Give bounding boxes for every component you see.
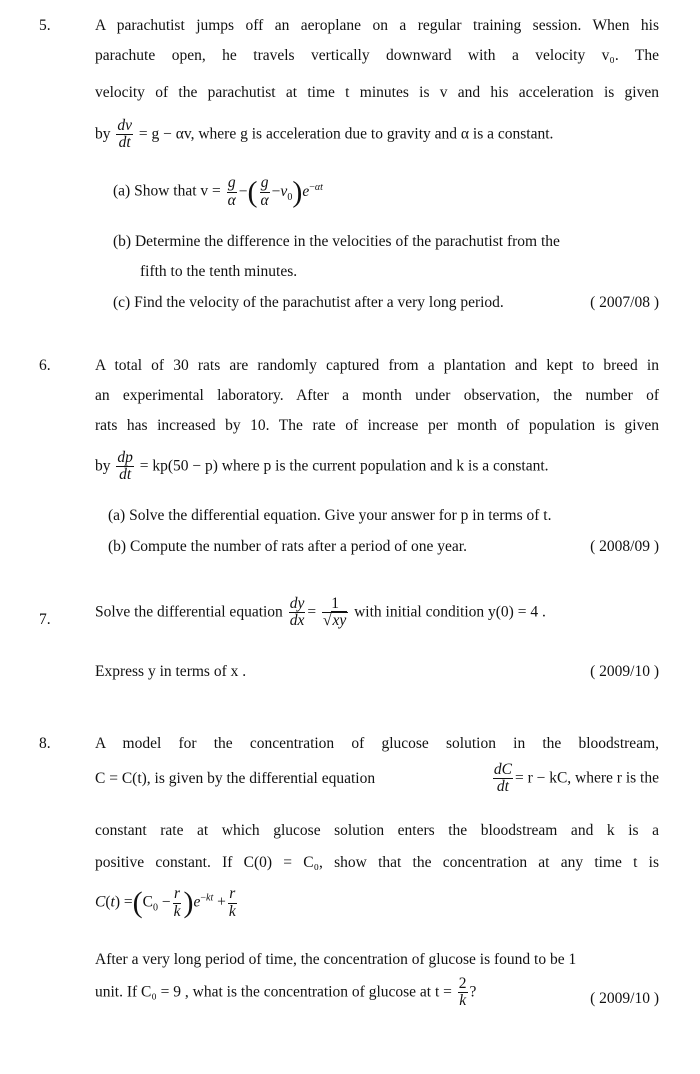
- question-text-line: velocity of the parachutist at time t minutes is v and his acceleration is given: [95, 84, 659, 101]
- fraction-dv-dt: $\frac{dv}{dt}$: [117, 117, 133, 152]
- part-c: (c) Find the velocity of the parachutist after a very long period.: [113, 294, 504, 311]
- question-text-line: parachute open, he travels vertically downward with a velocity v₀. The: [95, 47, 659, 64]
- question-number: 8.: [39, 735, 51, 752]
- velocity-formula: $\frac{g}{\alpha}$ −( $\frac{g}{\alpha}$ $-v_0)e^{-\alpha t}$: [227, 174, 323, 209]
- question-text-line: A model for the concentration of glucose solution in the bloodstream,: [95, 735, 659, 752]
- fraction-2-over-k: $\frac{2}{k}$: [458, 975, 467, 1010]
- question-number: 6.: [39, 357, 51, 374]
- part-a: (a) Solve the differential equation. Give your answer for p in terms of t.: [108, 507, 552, 524]
- year-label: ( 2009/10 ): [590, 990, 659, 1007]
- question-text-line: A total of 30 rats are randomly captured from a plantation and kept to breed in: [95, 357, 659, 374]
- fraction-dp-dt: $\frac{dp}{dt}$: [117, 449, 133, 484]
- concentration-formula: $C(t) =(C_0$ − $\frac{r}{k}$ )$e^{-kt}$ + $\frac{r}{k}$: [95, 885, 236, 920]
- fraction-one-over-sqrt-xy: $\frac{1}{√xy}$: [322, 595, 347, 630]
- question-text-line: unit. If C₀ = 9 , what is the concentration of glucose at t = $\frac{2}{k}$ ?: [95, 975, 477, 1010]
- question-text-line: After a very long period of time, the concentration of glucose is found to be 1: [95, 951, 577, 968]
- question-text-line: Solve the differential equation $\frac{dy}{dx}$ = $\frac{1}{√xy}$ with initial condition y(0) = 4 .: [95, 595, 546, 630]
- fraction-dy-dx: $\frac{dy}{dx}$: [289, 595, 305, 630]
- year-label: ( 2007/08 ): [590, 294, 659, 311]
- part-a: (a) Show that v = $\frac{g}{\alpha}$ −( $\frac{g}{\alpha}$ $-v_0)e^{-\alpha t}$: [113, 174, 323, 209]
- question-text-line: constant rate at which glucose solution enters the bloodstream and k is a: [95, 822, 659, 839]
- part-b-cont: fifth to the tenth minutes.: [140, 263, 298, 280]
- question-text-line: positive constant. If C(0) = C₀, show that the concentration at any time t is: [95, 854, 659, 871]
- question-text-line: by $\frac{dv}{dt}$ = g − αv, where g is acceleration due to gravity and α is a constant.: [95, 117, 554, 152]
- year-label: ( 2008/09 ): [590, 538, 659, 555]
- question-text-line: Express y in terms of x .: [95, 663, 247, 680]
- question-text-line: rats has increased by 10. The rate of increase per month of population is given: [95, 417, 659, 434]
- part-b: (b) Compute the number of rats after a period of one year.: [108, 538, 467, 555]
- question-text-line: A parachutist jumps off an aeroplane on a regular training session. When his: [95, 17, 659, 34]
- year-label: ( 2009/10 ): [590, 663, 659, 680]
- question-text-line: an experimental laboratory. After a month under observation, the number of: [95, 387, 659, 404]
- question-text-line: C = C(t), is given by the differential equation $\frac{dC}{dt}$ = r − kC, where r is the: [95, 761, 659, 796]
- part-b: (b) Determine the difference in the velocities of the parachutist from the: [113, 233, 560, 250]
- question-number: 7.: [39, 611, 51, 628]
- question-text-line: by $\frac{dp}{dt}$ = kp(50 − p) where p is the current population and k is a constant.: [95, 449, 549, 484]
- fraction-dC-dt: $\frac{dC}{dt}$: [493, 761, 512, 796]
- question-number: 5.: [39, 17, 51, 34]
